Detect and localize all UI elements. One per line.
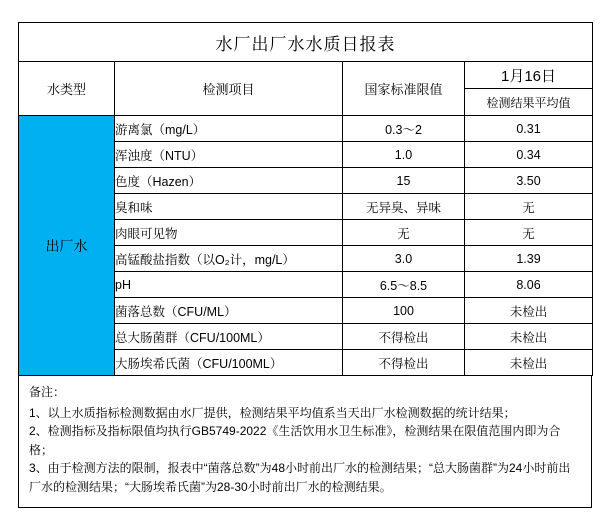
row-standard: 不得检出 xyxy=(343,350,465,376)
row-standard: 15 xyxy=(343,168,465,194)
row-item: 浑浊度（NTU） xyxy=(115,142,343,168)
note-line-2: 2、检测指标及指标限值均执行GB5749-2022《生活饮用水卫生标准》，检测结果在限值范围内即为合格； xyxy=(29,424,561,457)
note-line-1: 1、以上水质指标检测数据由水厂提供，检测结果平均值系当天出厂水检测数据的统计结果； xyxy=(29,405,516,420)
table-header-row-1 xyxy=(19,62,593,89)
header-test-item: 检测项目 xyxy=(115,62,343,116)
notes-section xyxy=(18,375,592,508)
row-result: 无 xyxy=(465,220,593,246)
water-quality-report-table xyxy=(18,22,593,376)
row-result: 未检出 xyxy=(465,298,593,324)
row-standard: 无异臭、异味 xyxy=(343,194,465,220)
row-item: 大肠埃希氏菌（CFU/100ML） xyxy=(115,350,343,376)
row-standard: 无 xyxy=(343,220,465,246)
row-item: pH xyxy=(115,272,343,298)
row-result: 未检出 xyxy=(465,350,593,376)
header-result-average: 检测结果平均值 xyxy=(465,89,593,116)
row-result: 0.31 xyxy=(465,116,593,142)
page-title: 水厂出厂水水质日报表 xyxy=(19,23,593,62)
row-item: 总大肠菌群（CFU/100ML） xyxy=(115,324,343,350)
water-type-cell: 出厂水 xyxy=(19,116,115,376)
row-standard: 6.5～8.5 xyxy=(343,272,465,298)
notes-heading: 备注： xyxy=(29,385,66,399)
row-standard: 100 xyxy=(343,298,465,324)
table-row xyxy=(19,116,593,142)
row-result: 无 xyxy=(465,194,593,220)
header-date: 1月16日 xyxy=(465,62,593,89)
note-line-3: 3、由于检测方法的限制，报表中“菌落总数”为48小时前出厂水的检测结果；“总大肠菌群”为24小时前出厂水的检测结果；“大肠埃希氏菌”为28-30小时前出厂水的检测结果。 xyxy=(29,461,571,494)
row-result: 8.06 xyxy=(465,272,593,298)
row-standard: 3.0 xyxy=(343,246,465,272)
row-item: 肉眼可见物 xyxy=(115,220,343,246)
row-result: 0.34 xyxy=(465,142,593,168)
row-item: 菌落总数（CFU/ML） xyxy=(115,298,343,324)
row-result: 1.39 xyxy=(465,246,593,272)
header-water-type: 水类型 xyxy=(19,62,115,116)
row-result: 未检出 xyxy=(465,324,593,350)
row-standard: 不得检出 xyxy=(343,324,465,350)
header-national-standard: 国家标准限值 xyxy=(343,62,465,116)
row-standard: 0.3～2 xyxy=(343,116,465,142)
row-standard: 1.0 xyxy=(343,142,465,168)
row-result: 3.50 xyxy=(465,168,593,194)
row-item: 高锰酸盐指数（以O₂计，mg/L） xyxy=(115,246,343,272)
row-item: 臭和味 xyxy=(115,194,343,220)
row-item: 色度（Hazen） xyxy=(115,168,343,194)
row-item: 游离氯（mg/L） xyxy=(115,116,343,142)
table-title-row xyxy=(19,23,593,62)
